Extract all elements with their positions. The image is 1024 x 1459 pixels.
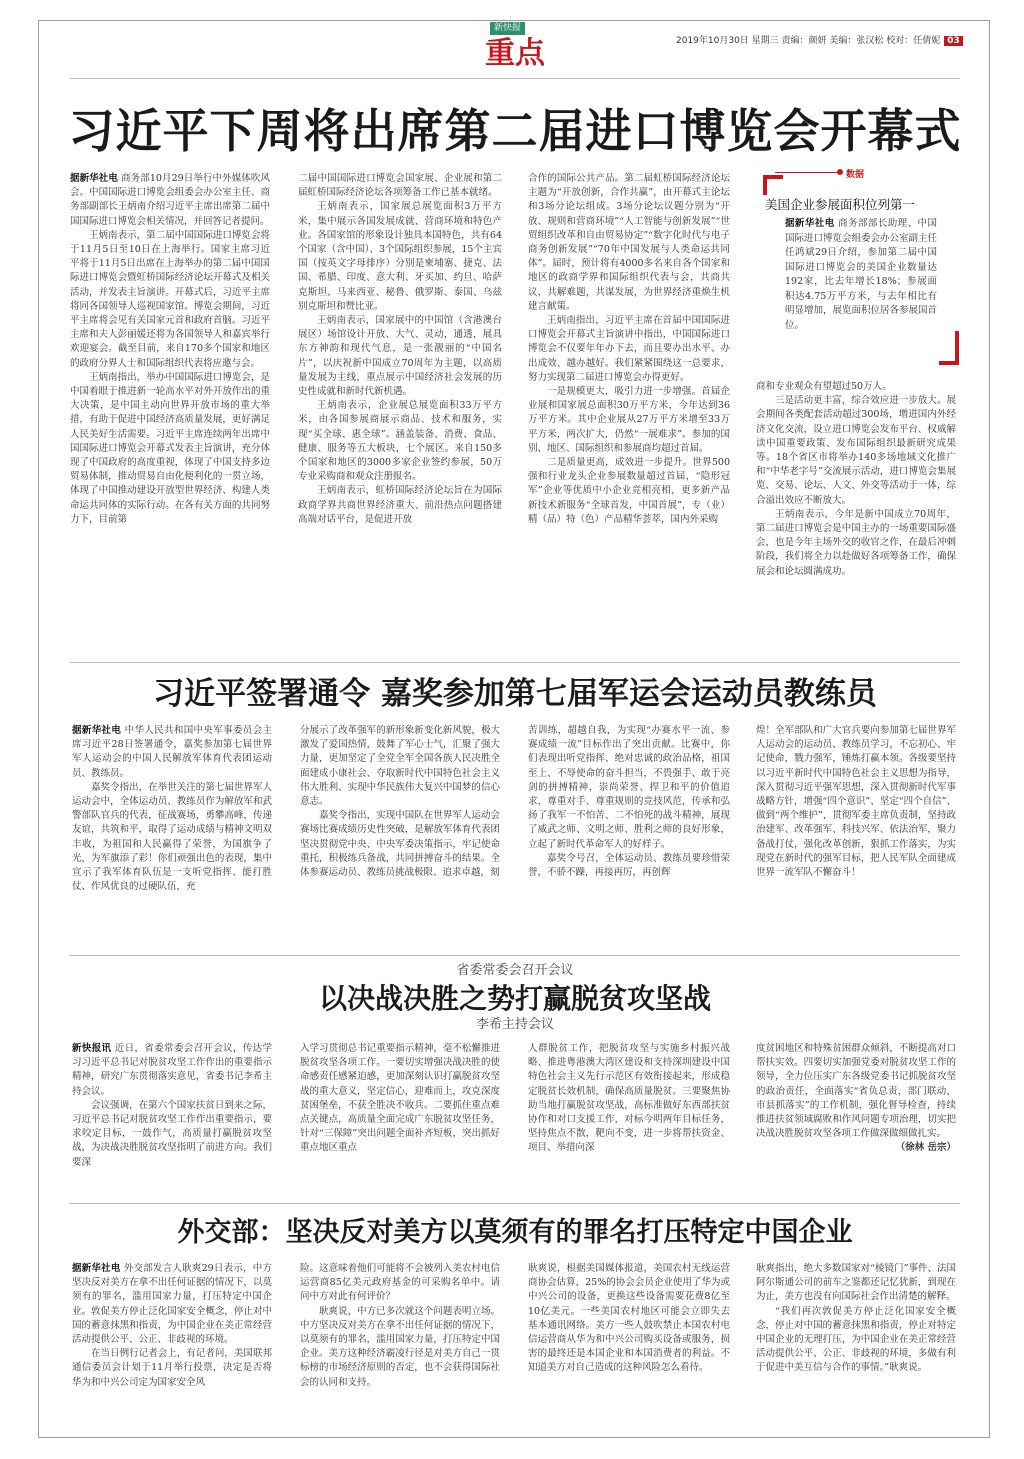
paragraph: 王炳南表示，企业展总展览面积33万平方米，由各国参展商展示商品、技术和服务，实现“买全球、惠全球”。涵盖装备、消费、食品、健康、服务等五大板块，七个展区。来自150多个国家和地区的3000多家企业签约参展，50万专业采购商和观众注册报名。 [298, 400, 502, 483]
paragraph: 近日，省委常委会召开会议，传达学习习近平总书记对脱贫攻坚工作作出的重要指示精神，研究广东贯彻落实意见，省委书记李希主持会议。 [72, 1043, 272, 1097]
article4-column-4 [756, 1262, 956, 1432]
paragraph: 商务部部长助理、中国国际进口博览会组委会办公室副主任任鸿斌29日介绍，参加第二届中国国际进口博览会的美国企业数量达192家，比去年增长18%；参展面积达4.75万平方米，与去年相比有明显增加，展览面积位居各参展国首位。 [785, 218, 938, 331]
paragraph: 嘉奖令号召，全体运动员、教练员要珍惜荣誉，不骄不躁，再接再厉，再创辉 [528, 852, 730, 879]
paragraph: 王炳南表示，第二届中国国际进口博览会将于11月5日至10日在上海举行。国家主席习近平将于11月5日出席在上海举办的第二届中国国际进口博览会暨虹桥国际经济论坛开幕式及相关活动，并发表主旨演讲。开幕式后，习近平主席将同各国领导人巡视国家馆。博览会期间，习近平主席将会见有关国家元首和政府首脑。习近平主席和夫人彭丽媛还将为各国领导人和嘉宾举行欢迎宴会。截至目前，来自170多个国家和地区的政府分界人士和国际组织代表将应邀与会。 [70, 229, 270, 369]
article2-column-4 [756, 724, 956, 946]
paragraph: 耿爽说，根据美国媒体报道，美国农村无线运营商协会估算，25%的协会会员企业使用了华为或中兴公司的设备，更换这些设备需要花费8亿至10亿美元。一些美国农村地区可能会立即失去基本通讯网络。美方一些人鼓吹禁止本国农村电信运营商从华为和中兴公司购买设备或服务，损害的最终还是本国企业和本国消费者的利益。不知道美方对自己造成的这种风险怎么看待。 [528, 1263, 730, 1374]
corner-bracket-top [763, 175, 783, 195]
dateline: 新快报讯 [72, 1043, 112, 1054]
article2-column-1 [72, 724, 272, 946]
article3-column-1 [72, 1042, 272, 1192]
dateline: 据新华社电 [70, 173, 118, 184]
paragraph: 中华人民共和国中央军事委员会主席习近平28日签署通令，嘉奖参加第七届世界军人运动会的中国人民解放军体育代表团运动员、教练员。 [72, 725, 272, 779]
article3-kicker: 省委常委会召开会议 [456, 963, 574, 978]
brand-logo: 新快报 [490, 22, 525, 35]
headline-expo: 习近平下周将出席第二届进口博览会开幕式 [68, 104, 962, 158]
date-and-editors: 2019年10月30日 星期三 责编：颜妍 美编：张汉松 校对：任倩妮 [676, 36, 941, 46]
article3-subtitle: 李希主持会议 [475, 1017, 554, 1032]
byline: （徐林 岳宗） [895, 1142, 956, 1154]
data-sidebar [763, 170, 959, 365]
article1-column-2 [298, 172, 502, 650]
paragraph: 苦训练，超越自我，为实现“办赛水平一流、参赛成绩一流”目标作出了突出贡献。比赛中，你们表现出听党指挥、绝对忠诚的政治品格，祖国至上、不辱使命的奋斗担当，不畏强手、敢于亮剑的拼搏精神，崇尚荣誉、捍卫和平的价值追求，尊重对手、尊重规则的竞技风范，传承和弘扬了我军一不怕苦、二不怕死的战斗精神，展现了威武之师、文明之师、胜利之师的良好形象，立起了新时代革命军人的好样子。 [528, 725, 730, 850]
headline-poverty: 以决战决胜之势打赢脱贫攻坚战 [318, 982, 711, 1015]
tag-rule [775, 172, 837, 173]
article1-column-4 [756, 380, 956, 650]
tag-label: 数据 [846, 170, 865, 180]
corner-bracket-bottom [939, 331, 959, 365]
section-rule [70, 955, 960, 956]
article3-column-2 [300, 1042, 500, 1192]
page-dateline [676, 33, 963, 46]
paragraph: 分展示了改革强军的新形象新变化新风貌，极大激发了爱国热情，鼓舞了军心士气，汇聚了强大力量，更加坚定了全党全军全国各族人民决胜全面建成小康社会、夺取新时代中国特色社会主义伟大胜利、实现中华民族伟大复兴中国梦的信心意志。 [300, 725, 500, 808]
paragraph: 商务部10月29日举行中外媒体吹风会。中国国际进口博览会组委会办公室主任、商务部副部长王炳南介绍习近平主席出席第二届中国国际进口博览会相关情况，并回答记者提问。 [70, 173, 270, 227]
paragraph: 煌！全军部队和广大官兵要向参加第七届世界军人运动会的运动员、教练员学习，不忘初心、牢记使命，戮力强军，锤炼打赢本领。各级要坚持以习近平新时代中国特色社会主义思想为指导，深入贯彻习近平强军思想，深入贯彻新时代军事战略方针，增强“四个意识”、坚定“四个自信”、做到“两个维护”，贯彻军委主席负责制，坚持政治建军、改革强军、科技兴军、依法治军，聚力备战打仗，强化改革创新，狠抓工作落实，为实现党在新时代的强军目标，把人民军队全面建成世界一流军队不懈奋斗！ [756, 725, 956, 879]
paragraph: 王炳南指出，举办中国国际进口博览会，是中国着眼于推进新一轮高水平对外开放作出的重大决策，是中国主动向世界开放市场的重大举措，有助于促进中国经济高质量发展，更好满足人民美好生活需要。习近平主席连续两年出席中国国际进口博览会开幕式发表主旨演讲，充分体现了中国政府的高度重视，体现了中国支持多边贸易体制，推动贸易自由化便利化的一贯立场，体现了中国推动建设开放型世界经济、构建人类命运共同体的实际行动。在各有关方面的共同努力下，目前第 [70, 371, 270, 525]
headline-foreign-ministry: 外交部：坚决反对美方以莫须有的罪名打压特定中国企业 [177, 1217, 853, 1248]
paragraph: 会议强调，在第六个国家扶贫日到来之际，习近平总书记对脱贫攻坚工作作出重要指示，要求咬定目标，一鼓作气，高质量打赢脱贫攻坚战，为决战决胜脱贫攻坚指明了前进方向。我们要深 [72, 1099, 272, 1168]
paragraph: 王炳南表示，今年是新中国成立70周年，第二届进口博览会是中国主办的一场重要国际盛会，也是今年主场外交的收官之作，在最后冲刺阶段，我们将全力以赴做好各项筹备工作，确保展会和论坛圆满成功。 [756, 508, 956, 577]
paragraph: 一是规模更大，吸引力进一步增强。首届企业展和国家展总面积30万平方米，今年达到36万平方米。其中企业展从27万平方米增至33万平方米，两次扩大，仍然“一展难求”。参加的国别、地区、国际组织和参展商均超过首届。 [528, 386, 730, 454]
paragraph: 人群脱贫工作，把脱贫攻坚与实施乡村振兴战略、推进粤港澳大湾区建设和支持深圳建设中国特色社会主义先行示范区有效衔接起来，形成稳定脱贫长效机制，确保高质量脱贫。三要聚焦协助当地打赢脱贫攻坚战，高标准做好东西部扶贫协作和对口支援工作，对标今明两年目标任务，坚持焦点不散，靶向不变，进一步将帮扶资金、项目、举措向深 [528, 1043, 730, 1154]
header-rule [70, 78, 960, 79]
paragraph: 耿爽指出，绝大多数国家对“棱镜门”事件、法国阿尔斯通公司的前车之鉴都还记忆犹新，到现在为止，美方也没有向国际社会作出清楚的解释。 [756, 1263, 956, 1303]
section-rule [70, 1203, 960, 1204]
tag-dot-icon [837, 169, 843, 175]
section-rule [70, 662, 960, 663]
article4-column-1 [72, 1262, 272, 1432]
paragraph: 险。这意味着他们可能将不会被列入美农村电信运营商85亿美元政府基金的可采购名单中。请问中方对此有何评价？ [300, 1263, 500, 1303]
paragraph: 商和专业观众有望超过50万人。 [756, 381, 892, 392]
data-tag [775, 168, 955, 178]
paragraph: 王炳南指出，习近平主席在首届中国国际进口博览会开幕式主旨演讲中指出，中国国际进口博览会不仅要年年办下去，而且要办出水平、办出成效、越办越好。我们紧紧围绕这一总要求，努力实现第二届进口博览会办得更好。 [528, 315, 730, 383]
dateline: 据新华社电 [785, 218, 835, 229]
article4-column-3 [528, 1262, 730, 1432]
article4-column-2 [300, 1262, 500, 1432]
dateline: 据新华社电 [72, 725, 122, 736]
paragraph: 在当日例行记者会上，有记者问，美国联邦通信委员会计划于11月举行投票，决定是否将华为和中兴公司定为国家安全风 [72, 1348, 272, 1388]
paragraph: 王炳南表示，国家展总展览面积3万平方米，集中展示各国发展成就、营商环境和特色产业。各国家馆的形象设计独具本国特色，共有64个国家（含中国）、3个国际组织参展，15个主宾国（按英文字母排序）分别是柬埔寨、捷克、法国、希腊、印度、意大利、牙买加、约旦、哈萨克斯坦、马来西亚、秘鲁、俄罗斯、泰国、乌兹别克斯坦和赞比亚。 [298, 201, 502, 312]
page-number: 03 [944, 36, 963, 46]
paragraph: 度贫困地区和特殊贫困群众倾斜，不断提高对口帮扶实效。四要切实加强党委对脱贫攻坚工作的领导，全力位压实广东各级党委书记抓脱贫攻坚的政治责任，全面落实“省负总责，部门联动，市县抓落实”的工作机制，强化督导检查，持续推进扶贫领域腐败和作风问题专项治理，切实把决战决胜脱贫攻坚各项工作做深做细做扎实。 [756, 1043, 956, 1140]
paragraph: 外交部发言人耿爽29日表示，中方坚决反对美方在拿不出任何证据的情况下，以莫须有的罪名，滥用国家力量，打压特定中国企业。敦促美方停止泛化国家安全概念，停止对中国的蓄意抹黑和指责，为中国企业在美正常经营活动提供公平、公正、非歧视的环境。 [72, 1263, 272, 1346]
article3-column-3 [528, 1042, 730, 1192]
paragraph: 王炳南表示，国家展中的中国馆（含港澳台展区）场馆设计开放、大气、灵动，通透，展具东方神韵和现代气息，是一张靓丽的“中国名片”，以庆祝新中国成立70周年为主题，以高质量发展为主线，重点展示中国经济社会发展的历史性成就和新时代新机遇。 [298, 315, 502, 398]
section-title: 重点 [485, 36, 545, 71]
paragraph: 耿爽说，中方已多次就这个问题表明立场。中方坚决反对美方在拿不出任何证据的情况下，以莫须有的罪名，滥用国家力量，打压特定中国企业。美方这种经济霸凌行径是对美方自己一贯标榜的市场经济原则的否定，也不会获得国际社会的认同和支持。 [300, 1305, 500, 1388]
paragraph: “我们再次敦促美方停止泛化国家安全概念，停止对中国的蓄意抹黑和指责，停止对特定中国企业的无理打压，为中国企业在美正常经营活动提供公平、公正、非歧视的环境，多做有利于促进中美互信与合作的事情。”耿爽说。 [756, 1305, 956, 1374]
paragraph: 二是质量更高，成效进一步提升。世界500强和行业龙头企业参展数量超过首届，“隐形冠军”企业等优质中小企业竞相亮相，更多新产品新技术新服务“全球首发，中国首展”，专（业）精（品）特（色）产品精华荟萃，国内外采购 [528, 457, 730, 525]
paragraph: 二届中国国际进口博览会国家展、企业展和第二届虹桥国际经济论坛各项筹备工作已基本就绪。 [298, 173, 502, 199]
sidebar-body [785, 217, 937, 333]
article3-column-4 [756, 1042, 956, 1192]
dateline: 据新华社电 [72, 1263, 121, 1274]
paragraph: 嘉奖令指出，实现中国队在世界军人运动会赛场比赛成绩历史性突破，是解放军体育代表团坚决贯彻党中央、中央军委决策指示，牢记使命重托，积极练兵备战，共同拼搏奋斗的结果。全体参赛运动员、教练员挑战极限、追求卓越，刻 [300, 810, 500, 879]
paragraph: 入学习贯彻总书记重要指示精神，毫不松懈推进脱贫攻坚各项工作。一要切实增强决战决胜的使命感责任感紧迫感，更加深刻认识打赢脱贫攻坚战的重大意义，坚定信心，迎难而上，攻克深度贫困堡垒，不获全胜决不收兵。二要抓住重点难点关键点，高质量全面完成广东脱贫攻坚任务，针对“三保障”突出问题全面补齐短板，突出抓好重点地区重点 [300, 1043, 500, 1154]
headline-military-games: 习近平签署通令 嘉奖参加第七届军运会运动员教练员 [153, 676, 877, 712]
paragraph: 嘉奖令指出，在举世关注的第七届世界军人运动会中，全体运动员、教练员作为解放军和武警部队官兵的代表，征战赛场，勇攀高峰，传递友谊，共筑和平，取得了运动成绩与精神文明双丰收，为祖国和人民赢得了荣誉，为国旗争了光，为军旗添了彩！你们顽强出色的表现，集中宣示了我军体育队伍是一支听党指挥、能打胜仗、作风优良的过硬队伍，充 [72, 781, 272, 893]
paragraph: 王炳南表示，虹桥国际经济论坛旨在为国际政商学界共商世界经济重大、前沿热点问题搭建高端对话平台，是促进开放 [298, 485, 502, 525]
article2-column-3 [528, 724, 730, 946]
article1-column-3 [528, 172, 730, 650]
paragraph: 合作的国际公共产品。第二届虹桥国际经济论坛主题为“开放创新，合作共赢”，由开幕式主论坛和3场分论坛组成。3场分论坛议题分别为“开放、规则和营商环境”“人工智能与创新发展”“世贸组织改革和自由贸易协定”“数字化时代与电子商务创新发展”“70年中国发展与人类命运共同体”。届时，预计将有4000多名来自各个国家和地区的政商学界和国际组织代表与会，共商共议，共解难题，共谋发展，为世界经济重焕生机建言献策。 [528, 173, 730, 312]
sidebar-title: 美国企业参展面积位列第一 [765, 197, 916, 212]
article2-column-2 [300, 724, 500, 946]
paragraph: 三是活动更丰富，综合效应进一步放大。展会期间各类配套活动超过300场，增进国内外经济文化交流，设立进口博览会发布平台、权威解读中国重要政策、发布国际组织最新研究成果等。18个省区市将举办140多场地域文化推广和“中华老字号”交流展示活动，进口博览会集展览、交易、论坛、人文、外交等活动于一体，综合溢出效应不断放大。 [756, 395, 956, 506]
article1-column-1 [70, 172, 270, 650]
